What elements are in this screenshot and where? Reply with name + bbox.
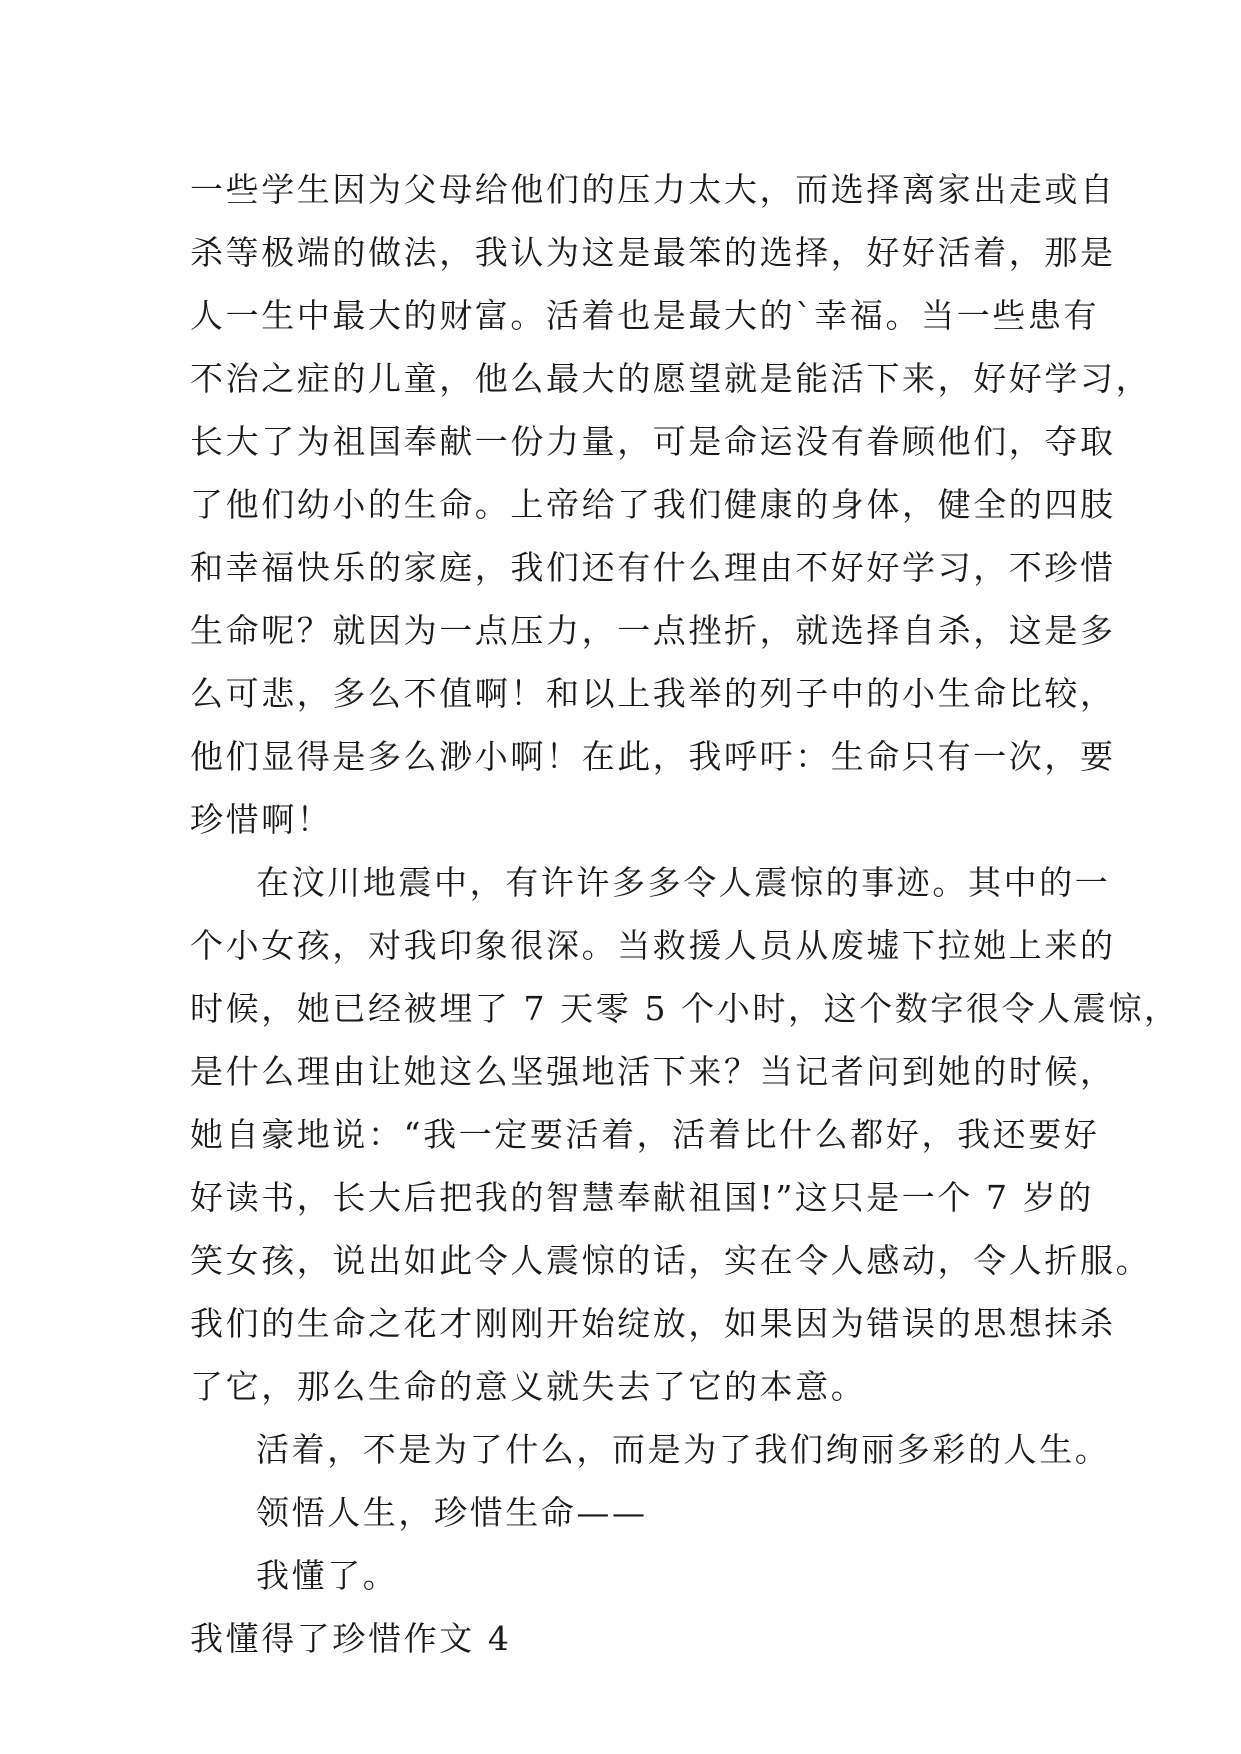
paragraph-line: 活着，不是为了什么，而是为了我们绚丽多彩的人生。 bbox=[256, 1430, 1111, 1469]
paragraph-line: 了他们幼小的生命。上帝给了我们健康的身体，健全的四肢 bbox=[190, 485, 1116, 524]
paragraph-line: 人一生中最大的财富。活着也是最大的`幸福。当一些患有 bbox=[190, 296, 1100, 335]
paragraph-line: 和幸福快乐的家庭，我们还有什么理由不好好学习，不珍惜 bbox=[190, 548, 1116, 587]
paragraph-line: 么可悲，多么不值啊！和以上我举的列子中的小生命比较， bbox=[190, 674, 1116, 713]
paragraph-line: 他们显得是多么渺小啊！在此，我呼吁：生命只有一次，要 bbox=[190, 737, 1116, 776]
paragraph-line: 个小女孩，对我印象很深。当救援人员从废墟下拉她上来的 bbox=[190, 926, 1116, 965]
paragraph-line: 珍惜啊！ bbox=[190, 800, 333, 839]
next-essay-heading: 我懂得了珍惜作文 4 bbox=[190, 1619, 512, 1658]
paragraph-line: 她自豪地说：“我一定要活着，活着比什么都好，我还要好 bbox=[190, 1115, 1100, 1154]
essay-body bbox=[190, 158, 1180, 1670]
paragraph-line: 杀等极端的做法，我认为这是最笨的选择，好好活着，那是 bbox=[190, 233, 1116, 272]
paragraph-line: 生命呢？就因为一点压力，一点挫折，就选择自杀，这是多 bbox=[190, 611, 1116, 650]
paragraph-line: 在汶川地震中，有许许多多令人震惊的事迹。其中的一 bbox=[256, 863, 1111, 902]
paragraph-line: 我们的生命之花才刚刚开始绽放，如果因为错误的思想抹杀 bbox=[190, 1304, 1116, 1343]
paragraph-line: 了它，那么生命的意义就失去了它的本意。 bbox=[190, 1367, 867, 1406]
paragraph-line: 不治之症的儿童，他么最大的愿望就是能活下来，好好学习， bbox=[190, 359, 1152, 398]
paragraph-line: 领悟人生，珍惜生命—— bbox=[256, 1493, 648, 1532]
paragraph-line: 长大了为祖国奉献一份力量，可是命运没有眷顾他们，夺取 bbox=[190, 422, 1116, 461]
paragraph-line: 是什么理由让她这么坚强地活下来？当记者问到她的时候， bbox=[190, 1052, 1116, 1091]
paragraph-line: 时候，她已经被埋了 7 天零 5 个小时，这个数字很令人震惊， bbox=[190, 989, 1180, 1028]
paragraph-line: 笑女孩，说出如此令人震惊的话，实在令人感动，令人折服。 bbox=[190, 1241, 1152, 1280]
paragraph-line: 好读书，长大后把我的智慧奉献祖国!”这只是一个 7 岁的 bbox=[190, 1178, 1094, 1217]
paragraph-line: 我懂了。 bbox=[256, 1556, 399, 1595]
paragraph-line: 一些学生因为父母给他们的压力太大，而选择离家出走或自 bbox=[190, 170, 1116, 209]
